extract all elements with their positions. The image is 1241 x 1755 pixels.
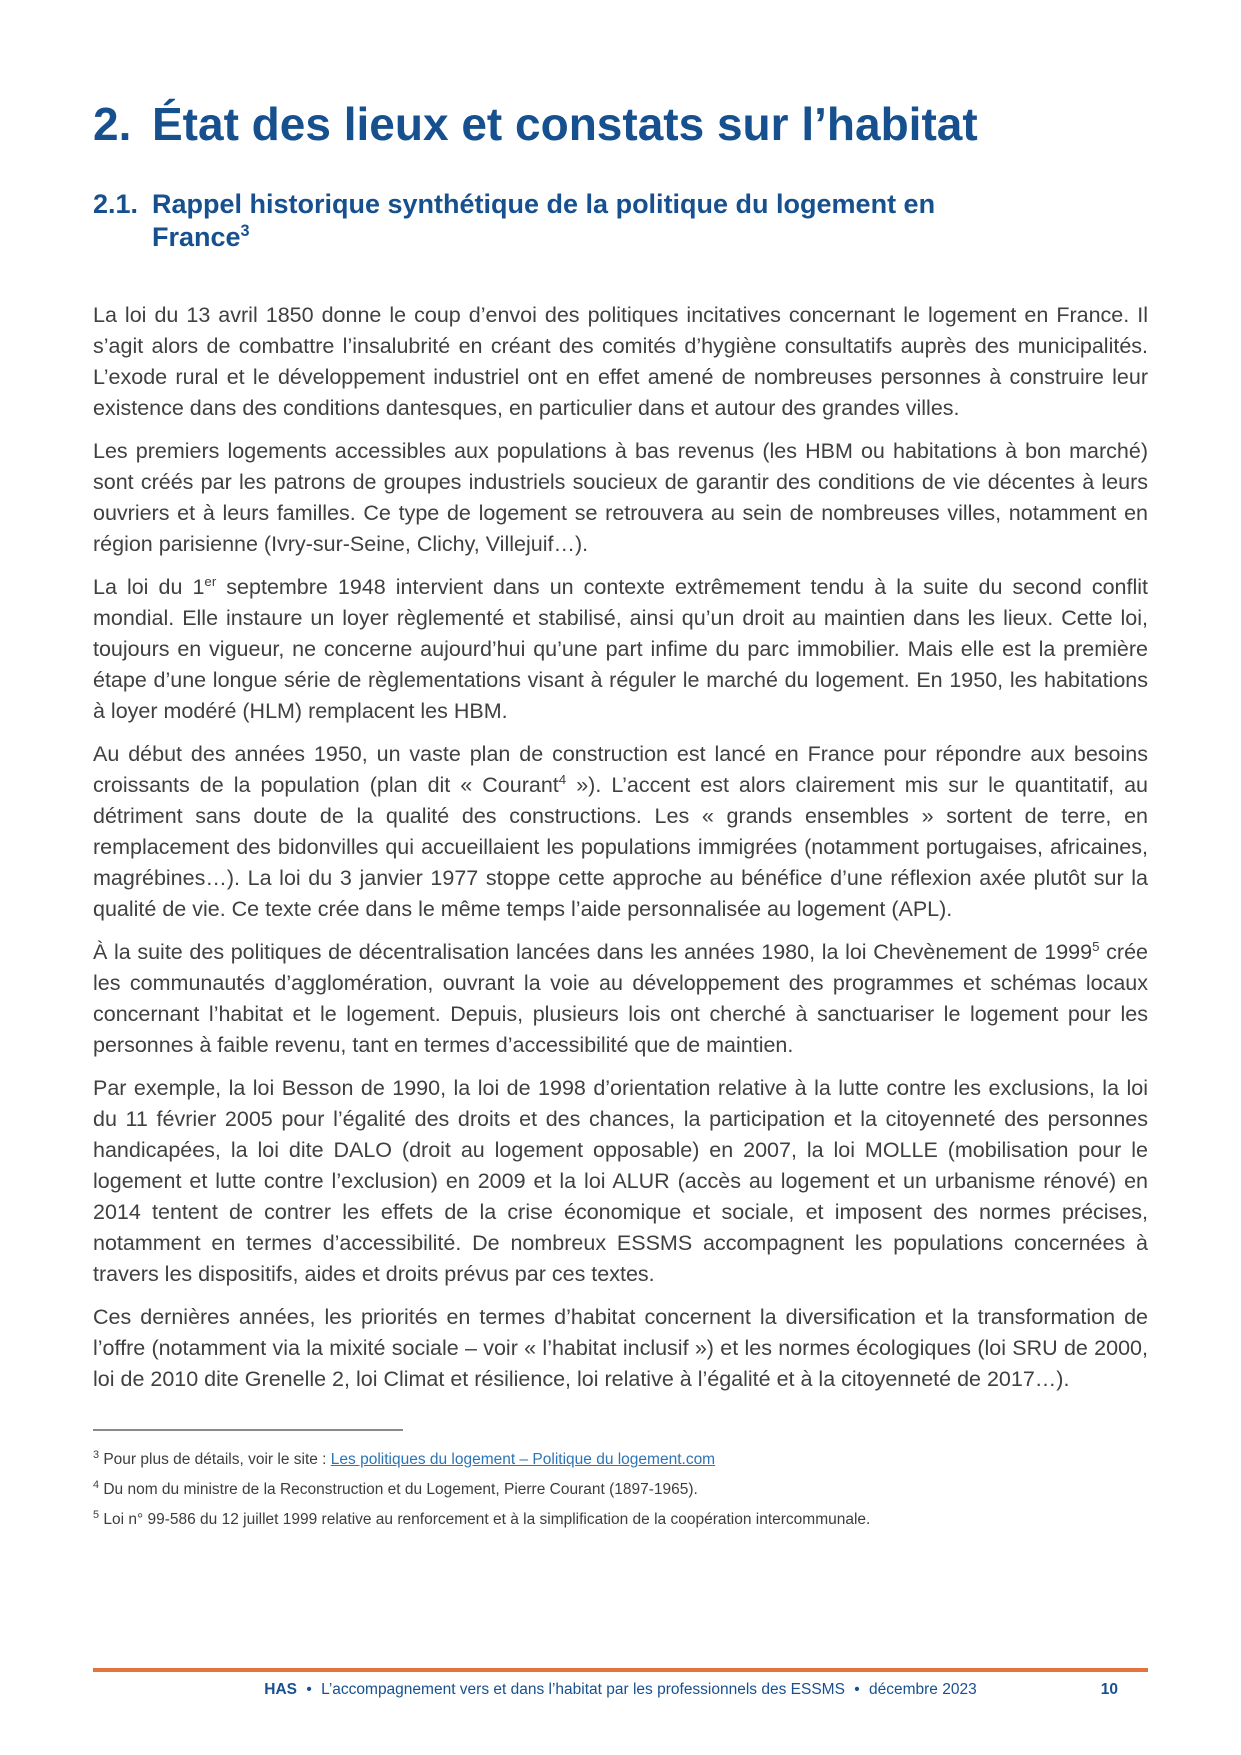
footnote-item: $^3$ Pour plus de détails, voir le site : Les politiques du logement – Politique du logement.com (93, 1448, 716, 1468)
footnote-ref: 5 (1092, 938, 1100, 954)
footnote-link[interactable]: Les politiques du logement – Politique du logement.com (330, 1451, 716, 1468)
section-title-text: Rappel historique synthétique de la politique du logement en France (152, 189, 936, 252)
footnote-number: 4 (93, 1478, 100, 1491)
section-title (152, 188, 987, 254)
paragraph: Au début des années 1950, un vaste plan de construction est lancé en France pour répondre aux besoins croissants de la population (plan dit « Courant$^4$ »). L’accent est alors clairement mis sur le quantitatif, au détriment sans doute de la qualité des constructions. Les « grands ensembles » sortent de terre, en remplacement des bidonvilles qui accueillaient les populations immigrées (notamment portugaises, africaines, magrébines…). La loi du 3 janvier 1977 stoppe cette approche au bénéfice d’une réflexion axée plutôt sur la qualité de vie. Ce texte crée dans le même temps l’aide personnalisée au logement (APL). (93, 742, 1148, 921)
page-footer (93, 1668, 1148, 1701)
chapter-title: État des lieux et constats sur l’habitat (152, 98, 978, 150)
paragraph: Par exemple, la loi Besson de 1990, la loi de 1998 d’orientation relative à la lutte contre les exclusions, la loi du 11 février 2005 pour l’égalité des droits et des chances, la participation et la citoyenneté des personnes handicapées, la loi dite DALO (droit au logement opposable) en 2007, la loi MOLLE (mobilisation pour le logement et lutte contre l’exclusion) en 2009 et la loi ALUR (accès au logement et un urbanisme rénové) en 2014 tentent de contrer les effets de la crise économique et sociale, et imposent des normes précises, notamment en termes d’accessibilité. De nombreux ESSMS accompagnent les populations concernées à travers les dispositifs, aides et droits prévus par ces textes. (93, 1076, 1148, 1286)
footnotes-list (93, 1445, 1148, 1535)
section-number: 2.1. (93, 189, 139, 219)
paragraph: La loi du 1er septembre 1948 intervient dans un contexte extrêmement tendu à la suite du second conflit mondial. Elle instaure un loyer règlementé et stabilisé, ainsi qu’un droit au maintien dans les lieux. Cette loi, toujours en vigueur, ne concerne aujourd’hui qu’une part infime du parc immobilier. Mais elle est la première étape d’une longue série de règlementations visant à réguler le marché du logement. En 1950, les habitations à loyer modéré (HLM) remplacent les HBM. (93, 573, 1148, 723)
footer-separator: • (306, 1681, 312, 1698)
footer-text-row (93, 1679, 1148, 1701)
footer-separator: • (854, 1681, 860, 1698)
footnote-ref: er (204, 573, 217, 589)
footnote-ref: 4 (558, 771, 567, 787)
chapter-number: 2. (93, 98, 132, 150)
footnote-separator (93, 1429, 403, 1431)
chapter-heading (93, 96, 1148, 152)
paragraph: Les premiers logements accessibles aux populations à bas revenus (les HBM ou habitations à bon marché) sont créés par les patrons de groupes industriels soucieux de garantir des conditions de vie décentes à leurs ouvriers et à leurs familles. Ce type de logement se retrouvera au sein de nombreuses villes, notamment en région parisienne (Ivry-sur-Seine, Clichy, Villejuif…). (93, 439, 1148, 556)
footer-brand: HAS (264, 1681, 298, 1698)
footer-doc-title: L’accompagnement vers et dans l’habitat par les professionnels des ESSMS (321, 1681, 845, 1698)
footnote-item: $^5$ Loi n° 99-586 du 12 juillet 1999 relative au renforcement et à la simplification de la coopération intercommunale. (93, 1508, 871, 1528)
section-footnote-ref: 3 (240, 222, 250, 240)
footer-rule (93, 1668, 1148, 1672)
footnote-number: 3 (93, 1448, 100, 1461)
paragraph: Ces dernières années, les priorités en termes d’habitat concernent la diversification et la transformation de l’offre (notamment via la mixité sociale – voir « l’habitat inclusif ») et les normes écologiques (loi SRU de 2000, loi de 2010 dite Grenelle 2, loi Climat et résilience, loi relative à l’égalité et à la citoyenneté de 2017…). (93, 1305, 1148, 1391)
paragraph: À la suite des politiques de décentralisation lancées dans les années 1980, la loi Chevènement de 1999$^5$ crée les communautés d’agglomération, ouvrant la voie au développement des programmes et schémas locaux concernant l’habitat et le logement. Depuis, plusieurs lois ont cherché à sanctuariser le logement pour les personnes à faible revenu, tant en termes d’accessibilité que de maintien. (93, 938, 1148, 1057)
page-number: 10 (1100, 1681, 1118, 1698)
footnote-item: $^4$ Du nom du ministre de la Reconstruction et du Logement, Pierre Courant (1897-1965). (93, 1478, 698, 1498)
paragraph: La loi du 13 avril 1850 donne le coup d’envoi des politiques incitatives concernant le logement en France. Il s’agit alors de combattre l’insalubrité en créant des comités d’hygiène consultatifs auprès des municipalités. L’exode rural et le développement industriel ont en effet amené de nombreuses personnes à construire leur existence dans des conditions dantesques, en particulier dans et autour des grandes villes. (93, 303, 1148, 420)
body-paragraphs (93, 300, 1148, 1395)
footnote-number: 5 (93, 1508, 100, 1521)
footer-date: décembre 2023 (869, 1681, 977, 1698)
section-heading (93, 188, 1148, 254)
